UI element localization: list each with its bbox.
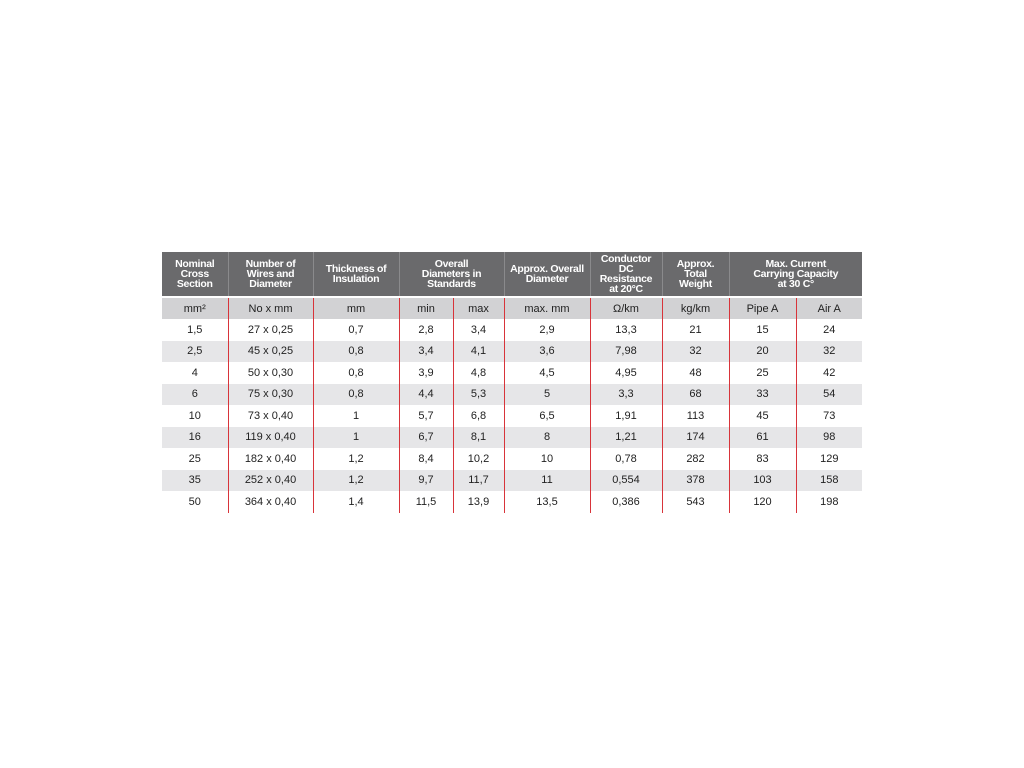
- cell-diameter-max: 10,2: [453, 448, 504, 470]
- cell-dc-resistance: 0,78: [590, 448, 662, 470]
- cell-total-weight: 68: [662, 384, 729, 406]
- cable-spec-table: [162, 252, 862, 513]
- header-line: Weight: [678, 278, 712, 290]
- table-row: [162, 319, 862, 341]
- cell-diameter-max: 3,4: [453, 319, 504, 341]
- cell-diameter-min: 8,4: [399, 448, 453, 470]
- cell-total-weight: 543: [662, 491, 729, 513]
- header-line: Overall: [434, 258, 469, 270]
- cell-wires-and-diameter: 364 x 0,40: [228, 491, 313, 513]
- header-line: at 30 C°: [777, 278, 814, 290]
- header-overall-diameters: [399, 252, 504, 297]
- header-line: Diameters in: [421, 268, 482, 280]
- cell-diameter-min: 5,7: [399, 405, 453, 427]
- unit-cell: max. mm: [504, 297, 590, 319]
- unit-cell: min: [399, 297, 453, 319]
- cell-dc-resistance: 0,386: [590, 491, 662, 513]
- header-line: at 20°C: [609, 283, 643, 295]
- cell-current-air: 158: [796, 470, 862, 492]
- cell-total-weight: 282: [662, 448, 729, 470]
- cell-current-pipe: 103: [729, 470, 796, 492]
- header-max-current-capacity: [729, 252, 862, 297]
- cell-current-pipe: 15: [729, 319, 796, 341]
- header-line: Standards: [427, 278, 476, 290]
- cell-nominal-cross-section: 35: [162, 470, 228, 492]
- unit-cell: kg/km: [662, 297, 729, 319]
- cell-dc-resistance: 3,3: [590, 384, 662, 406]
- table-row: [162, 491, 862, 513]
- cell-current-air: 129: [796, 448, 862, 470]
- cell-wires-and-diameter: 252 x 0,40: [228, 470, 313, 492]
- cell-dc-resistance: 7,98: [590, 341, 662, 363]
- cell-diameter-max: 4,1: [453, 341, 504, 363]
- cell-current-pipe: 61: [729, 427, 796, 449]
- cell-nominal-cross-section: 4: [162, 362, 228, 384]
- cell-current-air: 24: [796, 319, 862, 341]
- cell-diameter-max: 6,8: [453, 405, 504, 427]
- cell-wires-and-diameter: 75 x 0,30: [228, 384, 313, 406]
- cell-approx-overall-diameter: 3,6: [504, 341, 590, 363]
- cell-diameter-max: 11,7: [453, 470, 504, 492]
- unit-cell: Pipe A: [729, 297, 796, 319]
- cell-diameter-min: 2,8: [399, 319, 453, 341]
- unit-cell: mm: [313, 297, 399, 319]
- unit-cell: Ω/km: [590, 297, 662, 319]
- cell-nominal-cross-section: 25: [162, 448, 228, 470]
- header-number-of-wires: [228, 252, 313, 297]
- cell-insulation-thickness: 1,2: [313, 470, 399, 492]
- cell-total-weight: 113: [662, 405, 729, 427]
- cell-insulation-thickness: 1: [313, 427, 399, 449]
- cell-wires-and-diameter: 45 x 0,25: [228, 341, 313, 363]
- header-approx-total-weight: [662, 252, 729, 297]
- header-line: Max. Current: [765, 258, 827, 270]
- header-line: Nominal: [175, 258, 215, 270]
- cell-current-pipe: 83: [729, 448, 796, 470]
- header-nominal-cross-section: [162, 252, 228, 297]
- cell-dc-resistance: 0,554: [590, 470, 662, 492]
- header-line: Number of: [245, 258, 296, 270]
- unit-cell: Air A: [796, 297, 862, 319]
- cell-diameter-max: 5,3: [453, 384, 504, 406]
- cell-dc-resistance: 1,91: [590, 405, 662, 427]
- cell-approx-overall-diameter: 5: [504, 384, 590, 406]
- cell-wires-and-diameter: 119 x 0,40: [228, 427, 313, 449]
- table-row: [162, 362, 862, 384]
- cell-insulation-thickness: 1: [313, 405, 399, 427]
- cell-nominal-cross-section: 10: [162, 405, 228, 427]
- cell-wires-and-diameter: 182 x 0,40: [228, 448, 313, 470]
- cell-nominal-cross-section: 6: [162, 384, 228, 406]
- cell-approx-overall-diameter: 6,5: [504, 405, 590, 427]
- cell-approx-overall-diameter: 13,5: [504, 491, 590, 513]
- table-row: [162, 470, 862, 492]
- cell-dc-resistance: 13,3: [590, 319, 662, 341]
- units-row: [162, 297, 862, 319]
- cell-wires-and-diameter: 73 x 0,40: [228, 405, 313, 427]
- header-conductor-dc-resistance: [590, 252, 662, 297]
- unit-cell: mm²: [162, 297, 228, 319]
- cell-diameter-max: 4,8: [453, 362, 504, 384]
- cell-current-pipe: 33: [729, 384, 796, 406]
- header-line: Total: [684, 268, 707, 280]
- cell-current-air: 73: [796, 405, 862, 427]
- cell-current-pipe: 45: [729, 405, 796, 427]
- cell-wires-and-diameter: 27 x 0,25: [228, 319, 313, 341]
- cell-nominal-cross-section: 16: [162, 427, 228, 449]
- header-line: Conductor DC: [600, 253, 652, 275]
- header-line: Approx.: [676, 258, 715, 270]
- cell-total-weight: 32: [662, 341, 729, 363]
- cell-insulation-thickness: 0,7: [313, 319, 399, 341]
- cell-approx-overall-diameter: 2,9: [504, 319, 590, 341]
- header-line: Approx. Overall: [510, 263, 584, 275]
- header-line: Carrying Capacity: [753, 268, 839, 280]
- cell-diameter-min: 6,7: [399, 427, 453, 449]
- cell-nominal-cross-section: 2,5: [162, 341, 228, 363]
- unit-cell: No x mm: [228, 297, 313, 319]
- header-line: Diameter: [525, 273, 569, 285]
- header-line: Cross Section: [176, 268, 213, 290]
- cell-diameter-min: 4,4: [399, 384, 453, 406]
- cell-total-weight: 21: [662, 319, 729, 341]
- header-approx-overall-diameter: [504, 252, 590, 297]
- cell-wires-and-diameter: 50 x 0,30: [228, 362, 313, 384]
- cell-nominal-cross-section: 50: [162, 491, 228, 513]
- table-row: [162, 384, 862, 406]
- cell-approx-overall-diameter: 8: [504, 427, 590, 449]
- cell-insulation-thickness: 1,2: [313, 448, 399, 470]
- table-row: [162, 341, 862, 363]
- cell-approx-overall-diameter: 11: [504, 470, 590, 492]
- table-header: [162, 252, 862, 297]
- cell-total-weight: 378: [662, 470, 729, 492]
- cell-diameter-max: 8,1: [453, 427, 504, 449]
- cell-diameter-min: 3,4: [399, 341, 453, 363]
- cell-total-weight: 48: [662, 362, 729, 384]
- header-line: Thickness of: [325, 263, 387, 275]
- cell-current-pipe: 25: [729, 362, 796, 384]
- cell-insulation-thickness: 1,4: [313, 491, 399, 513]
- header-line: Insulation: [332, 273, 380, 285]
- cell-current-air: 54: [796, 384, 862, 406]
- cell-current-pipe: 20: [729, 341, 796, 363]
- cell-insulation-thickness: 0,8: [313, 341, 399, 363]
- cell-diameter-max: 13,9: [453, 491, 504, 513]
- cell-insulation-thickness: 0,8: [313, 384, 399, 406]
- cell-diameter-min: 3,9: [399, 362, 453, 384]
- cell-diameter-min: 11,5: [399, 491, 453, 513]
- header-line: Resistance: [599, 273, 653, 285]
- table-row: [162, 448, 862, 470]
- cell-dc-resistance: 4,95: [590, 362, 662, 384]
- unit-cell: max: [453, 297, 504, 319]
- cell-approx-overall-diameter: 4,5: [504, 362, 590, 384]
- header-line: Diameter: [249, 278, 292, 290]
- cell-approx-overall-diameter: 10: [504, 448, 590, 470]
- cell-current-air: 42: [796, 362, 862, 384]
- table-body: [162, 297, 862, 513]
- cell-current-air: 98: [796, 427, 862, 449]
- cell-nominal-cross-section: 1,5: [162, 319, 228, 341]
- table-row: [162, 405, 862, 427]
- header-line: Wires and: [246, 268, 295, 280]
- cell-insulation-thickness: 0,8: [313, 362, 399, 384]
- header-row: [162, 252, 862, 297]
- cell-dc-resistance: 1,21: [590, 427, 662, 449]
- cell-current-air: 198: [796, 491, 862, 513]
- cell-current-pipe: 120: [729, 491, 796, 513]
- cell-total-weight: 174: [662, 427, 729, 449]
- header-thickness-of-insulation: [313, 252, 399, 297]
- cell-diameter-min: 9,7: [399, 470, 453, 492]
- table-row: [162, 427, 862, 449]
- cell-current-air: 32: [796, 341, 862, 363]
